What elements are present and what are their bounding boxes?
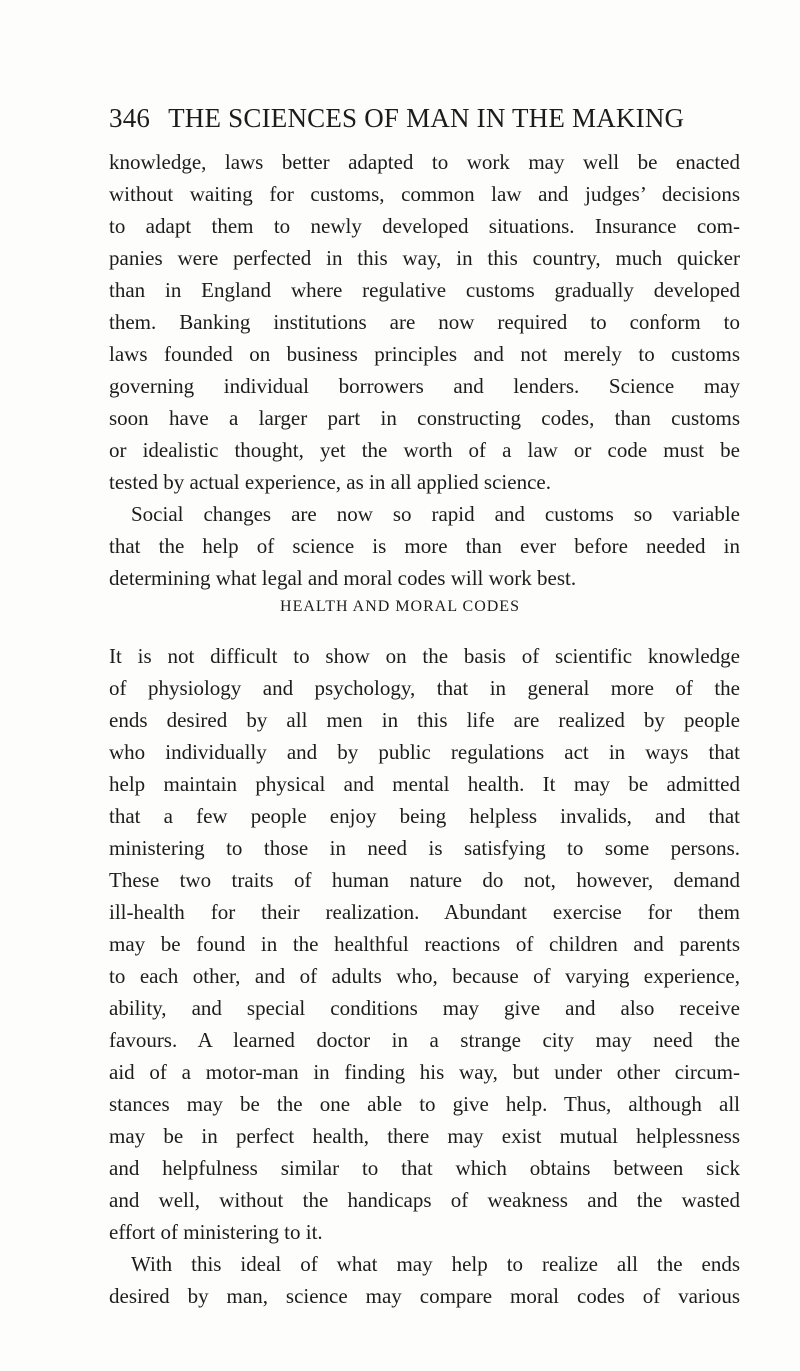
text-line: may be found in the healthful reactions of children and parents	[109, 932, 740, 956]
section-heading: HEALTH AND MORAL CODES	[280, 598, 520, 615]
text-line: ill-health for their realization. Abundant exercise for them	[109, 900, 740, 924]
text-line: Social changes are now so rapid and customs so variable	[131, 502, 740, 526]
page-number: 346	[109, 103, 151, 133]
text-line: of physiology and psychology, that in general more of the	[109, 676, 740, 700]
text-line: than in England where regulative customs gradually developed	[109, 278, 740, 302]
text-line: aid of a motor-man in finding his way, but under other circum-	[109, 1060, 740, 1084]
text-line: who individually and by public regulations act in ways that	[109, 740, 740, 764]
text-line: to each other, and of adults who, because of varying experience,	[109, 964, 740, 988]
text-line: without waiting for customs, common law and judges’ decisions	[109, 182, 740, 206]
text-line: may be in perfect health, there may exist mutual helplessness	[109, 1124, 740, 1148]
text-line: determining what legal and moral codes will work best.	[109, 566, 577, 590]
running-head	[109, 100, 709, 136]
text-line: that the help of science is more than ever before needed in	[109, 534, 740, 558]
text-line: ability, and special conditions may give and also receive	[109, 996, 740, 1020]
text-line: to adapt them to newly developed situations. Insurance com-	[109, 214, 740, 238]
text-line: and helpfulness similar to that which obtains between sick	[109, 1156, 740, 1180]
text-line: With this ideal of what may help to realize all the ends	[131, 1252, 740, 1276]
text-line: soon have a larger part in constructing codes, than customs	[109, 406, 740, 430]
text-line: effort of ministering to it.	[109, 1220, 323, 1244]
text-line: that a few people enjoy being helpless invalids, and that	[109, 804, 740, 828]
text-line: desired by man, science may compare moral codes of various	[109, 1284, 740, 1308]
text-line: ministering to those in need is satisfying to some persons.	[109, 836, 740, 860]
running-head-title: THE SCIENCES OF MAN IN THE MAKING	[168, 103, 685, 133]
text-line: It is not difficult to show on the basis of scientific knowledge	[109, 644, 740, 668]
body-text-upper	[109, 146, 740, 594]
text-line: These two traits of human nature do not, however, demand	[109, 868, 740, 892]
text-line: help maintain physical and mental health. It may be admitted	[109, 772, 740, 796]
text-line: them. Banking institutions are now required to conform to	[109, 310, 740, 334]
text-line: stances may be the one able to give help. Thus, although all	[109, 1092, 740, 1116]
text-line: panies were perfected in this way, in this country, much quicker	[109, 246, 740, 270]
text-line: and well, without the handicaps of weakness and the wasted	[109, 1188, 740, 1212]
body-text-lower	[109, 640, 740, 1312]
text-line: knowledge, laws better adapted to work may well be enacted	[109, 150, 740, 174]
text-line: ends desired by all men in this life are realized by people	[109, 708, 740, 732]
text-line: laws founded on business principles and not merely to customs	[109, 342, 740, 366]
text-line: or idealistic thought, yet the worth of a law or code must be	[109, 438, 740, 462]
text-line: tested by actual experience, as in all applied science.	[109, 470, 551, 494]
text-line: favours. A learned doctor in a strange city may need the	[109, 1028, 740, 1052]
text-line: governing individual borrowers and lenders. Science may	[109, 374, 740, 398]
